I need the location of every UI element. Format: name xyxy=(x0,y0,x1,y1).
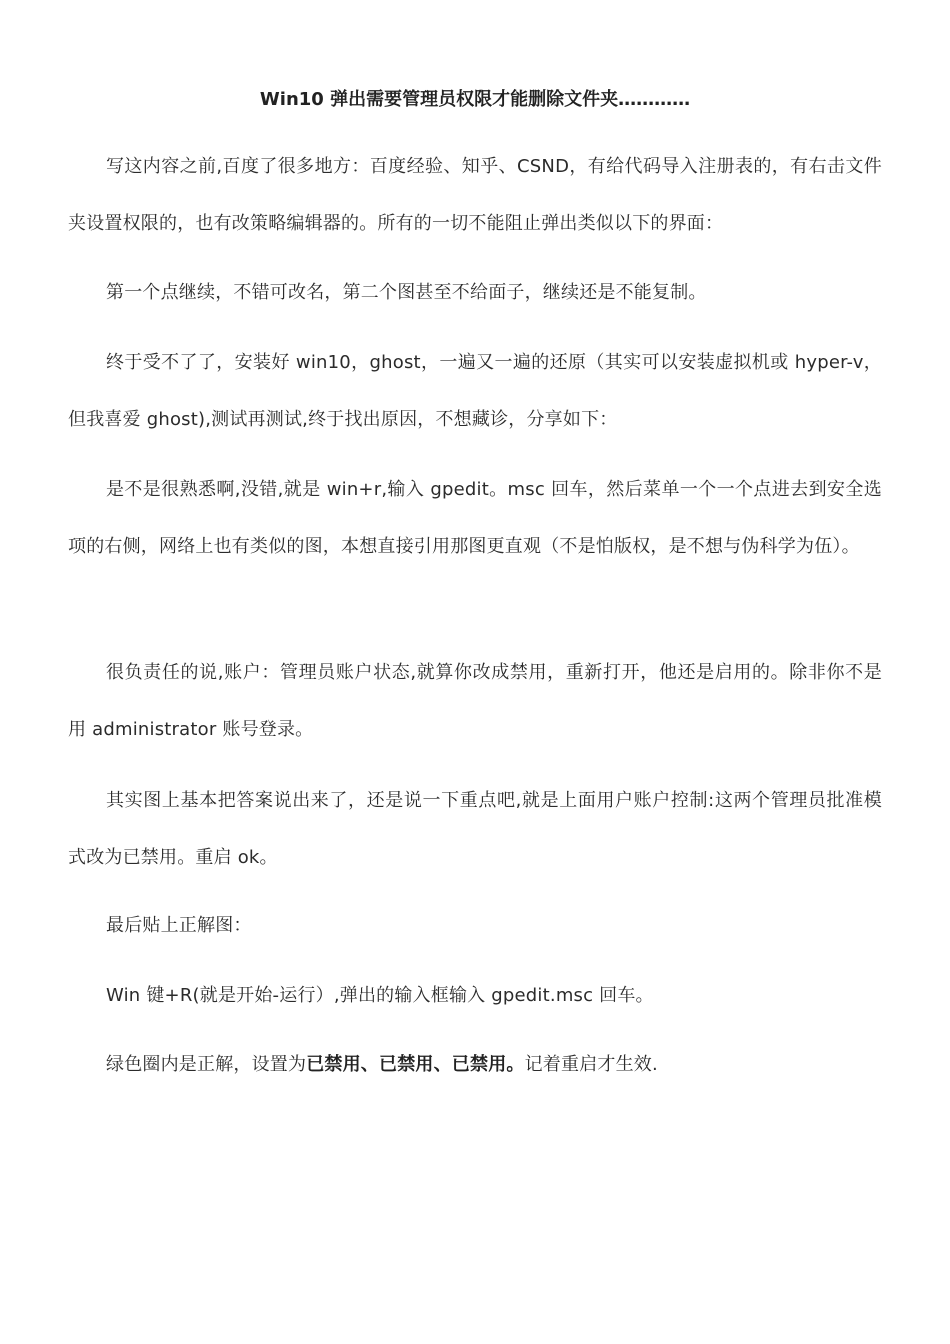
paragraph-8: Win 键+R(就是开始-运行）,弹出的输入框输入 gpedit.msc 回车。 xyxy=(106,985,654,1006)
paragraph-9-suffix: 记着重启才生效. xyxy=(524,1054,658,1075)
paragraph-9-emphasis: 已禁用、已禁用、已禁用。 xyxy=(306,1054,525,1075)
paragraph-9 xyxy=(68,1036,882,1093)
paragraph-4: 是不是很熟悉啊,没错,就是 win+r,输入 gpedit。msc 回车，然后菜单一个一个点进去到安全选项的右侧，网络上也有类似的图，本想直接引用那图更直观（不是怕版权，是不想与伪科学为伍）。 xyxy=(68,479,882,557)
paragraph-1: 写这内容之前,百度了很多地方：百度经验、知乎、CSND，有给代码导入注册表的，有右击文件夹设置权限的，也有改策略编辑器的。所有的一切不能阻止弹出类似以下的界面： xyxy=(68,156,882,234)
paragraph-6: 其实图上基本把答案说出来了，还是说一下重点吧,就是上面用户账户控制:这两个管理员批准模式改为已禁用。重启 ok。 xyxy=(68,790,882,868)
paragraph-7: 最后贴上正解图： xyxy=(106,915,252,936)
document-page xyxy=(68,0,882,1344)
paragraph-9-prefix: 绿色圈内是正解，设置为 xyxy=(106,1054,307,1075)
paragraph-2: 第一个点继续，不错可改名，第二个图甚至不给面子，继续还是不能复制。 xyxy=(106,282,707,303)
paragraph-5: 很负责任的说,账户：管理员账户状态,就算你改成禁用，重新打开，他还是启用的。除非你不是用 administrator 账号登录。 xyxy=(68,662,882,740)
paragraph-3: 终于受不了了，安装好 win10，ghost，一遍又一遍的还原（其实可以安装虚拟机或 hyper-v，但我喜爱 ghost),测试再测试,终于找出原因，不想藏诊，分享如下： xyxy=(68,352,882,430)
document-title: Win10 弹出需要管理员权限才能删除文件夹………… xyxy=(259,89,691,110)
